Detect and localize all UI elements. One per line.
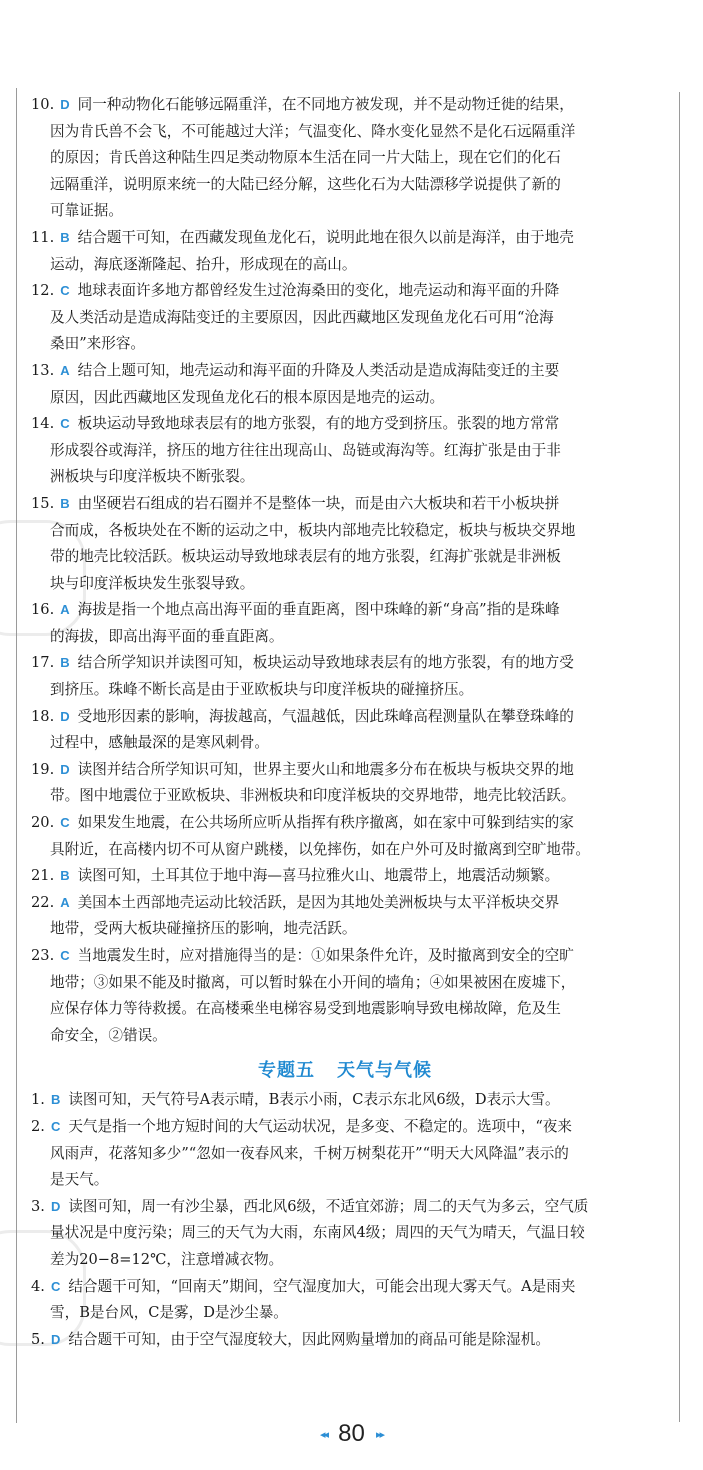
explanation-text: 结合题干可知，在西藏发现鱼龙化石，说明此地在很久以前是海洋，由于地壳 xyxy=(77,228,574,246)
answer-item xyxy=(30,704,660,757)
answer-line xyxy=(30,385,660,412)
answer-item xyxy=(30,1327,660,1354)
question-number: 4. xyxy=(31,1277,45,1295)
answer-item xyxy=(30,92,660,225)
answer-letter: A xyxy=(60,362,70,378)
answer-letter: B xyxy=(50,1092,61,1108)
explanation-text: 具附近，在高楼内切不可从窗户跳楼，以免摔伤，如在户外可及时撤离到空旷地带。 xyxy=(50,840,590,858)
page-footer xyxy=(0,1420,703,1460)
page-number: 80 xyxy=(338,1420,365,1447)
explanation-text: 同一种动物化石能够远隔重洋，在不同地方被发现，并不是动物迁徙的结果， xyxy=(77,96,574,113)
answer-item xyxy=(30,225,660,278)
answer-line xyxy=(30,677,660,704)
answer-item xyxy=(30,810,660,863)
explanation-text: 读图并结合所学知识可知，世界主要火山和地震多分布在板块与板块交界的地 xyxy=(77,760,574,778)
answer-line xyxy=(30,837,660,864)
prev-arrows-icon: ◂◂ xyxy=(320,1427,328,1441)
explanation-text: 读图可知，土耳其位于地中海—喜马拉雅火山、地震带上，地震活动频繁。 xyxy=(77,867,560,885)
next-arrows-icon: ▸▸ xyxy=(375,1427,383,1441)
answer-line xyxy=(30,1141,660,1168)
answer-line xyxy=(30,624,660,651)
explanation-text: 天气是指一个地方短时间的大气运动状况，是多变、不稳定的。选项中，“夜来 xyxy=(68,1117,572,1135)
explanation-text: 读图可知，周一有沙尘暴，西北风6级，不适宜郊游；周二的天气为多云，空气质 xyxy=(68,1197,589,1215)
right-margin-rule xyxy=(679,92,680,1422)
explanation-text: 带。图中地震位于亚欧板块、非洲板块和印度洋板块的交界地带，地壳比较活跃。 xyxy=(50,787,576,805)
answer-line xyxy=(30,916,660,943)
answer-content xyxy=(30,92,660,1353)
answer-letter: D xyxy=(60,708,70,724)
answer-line xyxy=(30,890,660,917)
answer-line xyxy=(30,757,660,784)
explanation-text: 地带；③如果不能及时撤离，可以暂时躲在小开间的墙角；④如果被困在废墟下， xyxy=(50,973,576,991)
question-number: 15. xyxy=(31,494,55,512)
question-number: 22. xyxy=(31,893,55,911)
question-number: 13. xyxy=(31,361,55,379)
explanation-text: 远隔重洋，说明原来统一的大陆已经分解，这些化石为大陆漂移学说提供了新的 xyxy=(50,175,561,193)
answer-list-chapter4 xyxy=(30,92,660,1049)
explanation-text: 洲板块与印度洋板块不断张裂。 xyxy=(50,468,255,486)
answer-letter: C xyxy=(60,283,70,299)
answer-letter: A xyxy=(60,602,70,618)
explanation-text: 及人类活动是造成海陆变迁的主要原因，因此西藏地区发现鱼龙化石可用“沧海 xyxy=(50,308,554,326)
answer-letter: C xyxy=(60,815,70,831)
explanation-text: 是天气。 xyxy=(50,1171,109,1189)
answer-line xyxy=(30,119,660,146)
explanation-text: 海拔是指一个地点高出海平面的垂直距离，图中珠峰的新“身高”指的是珠峰 xyxy=(77,601,560,619)
explanation-text: 应保存体力等待救援。在高楼乘坐电梯容易受到地震影响导致电梯故障，危及生 xyxy=(50,1000,561,1018)
question-number: 19. xyxy=(31,760,55,778)
answer-letter: C xyxy=(50,1278,61,1294)
answer-item xyxy=(30,491,660,597)
answer-line xyxy=(30,1274,660,1301)
answer-line xyxy=(30,1194,660,1221)
answer-line xyxy=(30,1087,660,1114)
answer-line xyxy=(30,438,660,465)
answer-letter: C xyxy=(60,948,70,963)
answer-line xyxy=(30,704,660,731)
answer-line xyxy=(30,1023,660,1050)
explanation-text: 风雨声，花落知多少”“忽如一夜春风来，千树万树梨花开”“明天大风降温”表示的 xyxy=(50,1144,569,1162)
explanation-text: 过程中，感触最深的是寒风刺骨。 xyxy=(50,734,269,752)
answer-item xyxy=(30,1087,660,1114)
answer-letter: A xyxy=(60,894,70,910)
answer-line xyxy=(30,172,660,199)
answer-letter: D xyxy=(50,1198,61,1214)
answer-line xyxy=(30,1300,660,1327)
explanation-text: 地球表面许多地方都曾经发生过沧海桑田的变化，地壳运动和海平面的升降 xyxy=(77,282,560,300)
question-number: 11. xyxy=(31,228,55,246)
answer-line xyxy=(30,863,660,890)
explanation-text: 到挤压。珠峰不断长高是由于亚欧板块与印度洋板块的碰撞挤压。 xyxy=(50,681,474,699)
answer-line xyxy=(30,783,660,810)
explanation-text: 桑田”来形容。 xyxy=(50,335,146,353)
answer-line xyxy=(30,225,660,252)
answer-line xyxy=(30,597,660,624)
explanation-text: 差为20−8=12℃，注意增减衣物。 xyxy=(50,1250,284,1268)
answer-line xyxy=(30,278,660,305)
answer-item xyxy=(30,358,660,411)
answer-line xyxy=(30,491,660,518)
explanation-text: 块与印度洋板块发生张裂导致。 xyxy=(50,574,255,592)
answer-letter: D xyxy=(60,761,70,777)
question-number: 2. xyxy=(31,1117,45,1135)
question-number: 21. xyxy=(31,867,55,885)
answer-letter: D xyxy=(50,1331,61,1347)
explanation-text: 地带，受两大板块碰撞挤压的影响，地壳活跃。 xyxy=(50,920,357,938)
explanation-text: 合而成，各板块处在不断的运动之中，板块内部地壳比较稳定，板块与板块交界地 xyxy=(50,521,576,539)
answer-item xyxy=(30,943,660,1049)
answer-letter: C xyxy=(60,416,70,432)
answer-line xyxy=(30,970,660,997)
answer-line xyxy=(30,1114,660,1141)
answer-line xyxy=(30,996,660,1023)
question-number: 18. xyxy=(31,707,55,725)
answer-item xyxy=(30,757,660,810)
section-title xyxy=(30,1055,660,1085)
answer-line xyxy=(30,252,660,279)
question-number: 5. xyxy=(31,1330,45,1348)
explanation-text: 如果发生地震，在公共场所应听从指挥有秩序撤离，如在家中可躲到结实的家 xyxy=(77,814,574,832)
answer-item xyxy=(30,278,660,358)
answer-line xyxy=(30,730,660,757)
question-number: 3. xyxy=(31,1197,45,1215)
answer-line xyxy=(30,1327,660,1354)
explanation-text: 结合上题可知，地壳运动和海平面的升降及人类活动是造成海陆变迁的主要 xyxy=(77,361,560,379)
answer-line xyxy=(30,305,660,332)
answer-item xyxy=(30,1274,660,1327)
question-number: 14. xyxy=(31,415,55,433)
explanation-text: 结合题干可知，由于空气湿度较大，因此网购量增加的商品可能是除湿机。 xyxy=(68,1330,550,1348)
answer-item xyxy=(30,597,660,650)
explanation-text: 带的地壳比较活跃。板块运动导致地球表层有的地方张裂，红海扩张就是非洲板 xyxy=(50,548,561,566)
explanation-text: 因为肯氏兽不会飞，不可能越过大洋；气温变化、降水变化显然不是化石远隔重洋 xyxy=(50,122,576,140)
answer-line xyxy=(30,1167,660,1194)
section-prefix: 专题五 xyxy=(258,1060,315,1081)
answer-letter: B xyxy=(60,655,70,671)
answer-list-chapter5 xyxy=(30,1087,660,1353)
explanation-text: 运动，海底逐渐隆起、抬升，形成现在的高山。 xyxy=(50,255,357,273)
explanation-text: 原因，因此西藏地区发现鱼龙化石的根本原因是地壳的运动。 xyxy=(50,388,445,406)
answer-line xyxy=(30,810,660,837)
left-margin-rule xyxy=(16,88,17,1423)
answer-letter: B xyxy=(60,495,70,511)
answer-line xyxy=(30,464,660,491)
explanation-text: 当地震发生时，应对措施得当的是：①如果条件允许，及时撤离到安全的空旷 xyxy=(77,947,574,964)
question-number: 10. xyxy=(31,96,55,113)
answer-line xyxy=(30,571,660,598)
explanation-text: 的海拔，即高出海平面的垂直距离。 xyxy=(50,627,284,645)
answer-line xyxy=(30,411,660,438)
explanation-text: 量状况是中度污染；周三的天气为大雨，东南风4级；周四的天气为晴天，气温日较 xyxy=(50,1224,585,1242)
answer-item xyxy=(30,1114,660,1194)
answer-item xyxy=(30,890,660,943)
explanation-text: 结合所学知识并读图可知，板块运动导致地球表层有的地方张裂，有的地方受 xyxy=(77,654,574,672)
answer-item xyxy=(30,411,660,491)
question-number: 17. xyxy=(31,654,55,672)
answer-letter: B xyxy=(60,229,70,245)
question-number: 12. xyxy=(31,282,55,300)
answer-line xyxy=(30,331,660,358)
answer-item xyxy=(30,863,660,890)
explanation-text: 板块运动导致地球表层有的地方张裂，有的地方受到挤压。张裂的地方常常 xyxy=(77,415,560,433)
answer-line xyxy=(30,943,660,970)
answer-line xyxy=(30,544,660,571)
question-number: 16. xyxy=(31,601,55,619)
explanation-text: 读图可知，天气符号A表示晴，B表示小雨，C表示东北风6级，D表示大雪。 xyxy=(68,1091,560,1109)
explanation-text: 雪，B是台风，C是雾，D是沙尘暴。 xyxy=(50,1304,288,1322)
answer-line xyxy=(30,92,660,119)
answer-line xyxy=(30,358,660,385)
answer-line xyxy=(30,145,660,172)
section-name: 天气与气候 xyxy=(337,1060,432,1081)
explanation-text: 形成裂谷或海洋，挤压的地方往往出现高山、岛链或海沟等。红海扩张是由于非 xyxy=(50,441,561,459)
answer-line xyxy=(30,1247,660,1274)
answer-letter: B xyxy=(60,868,70,884)
question-number: 1. xyxy=(31,1091,45,1109)
explanation-text: 受地形因素的影响，海拔越高，气温越低，因此珠峰高程测量队在攀登珠峰的 xyxy=(77,707,574,725)
answer-line xyxy=(30,650,660,677)
answer-letter: C xyxy=(50,1118,61,1134)
explanation-text: 由坚硬岩石组成的岩石圈并不是整体一块，而是由六大板块和若干小板块拼 xyxy=(77,494,560,512)
question-number: 20. xyxy=(31,814,55,832)
answer-line xyxy=(30,198,660,225)
answer-line xyxy=(30,518,660,545)
question-number: 23. xyxy=(31,947,55,964)
answer-letter: D xyxy=(60,97,70,112)
explanation-text: 结合题干可知，“回南天”期间，空气湿度加大，可能会出现大雾天气。A是雨夹 xyxy=(68,1277,576,1295)
explanation-text: 美国本土西部地壳运动比较活跃，是因为其地处美洲板块与太平洋板块交界 xyxy=(77,893,560,911)
answer-item xyxy=(30,650,660,703)
answer-item xyxy=(30,1194,660,1274)
explanation-text: 可靠证据。 xyxy=(50,202,123,220)
explanation-text: 命安全，②错误。 xyxy=(50,1026,167,1044)
answer-line xyxy=(30,1220,660,1247)
explanation-text: 的原因；肯氏兽这种陆生四足类动物原本生活在同一片大陆上，现在它们的化石 xyxy=(50,149,561,167)
